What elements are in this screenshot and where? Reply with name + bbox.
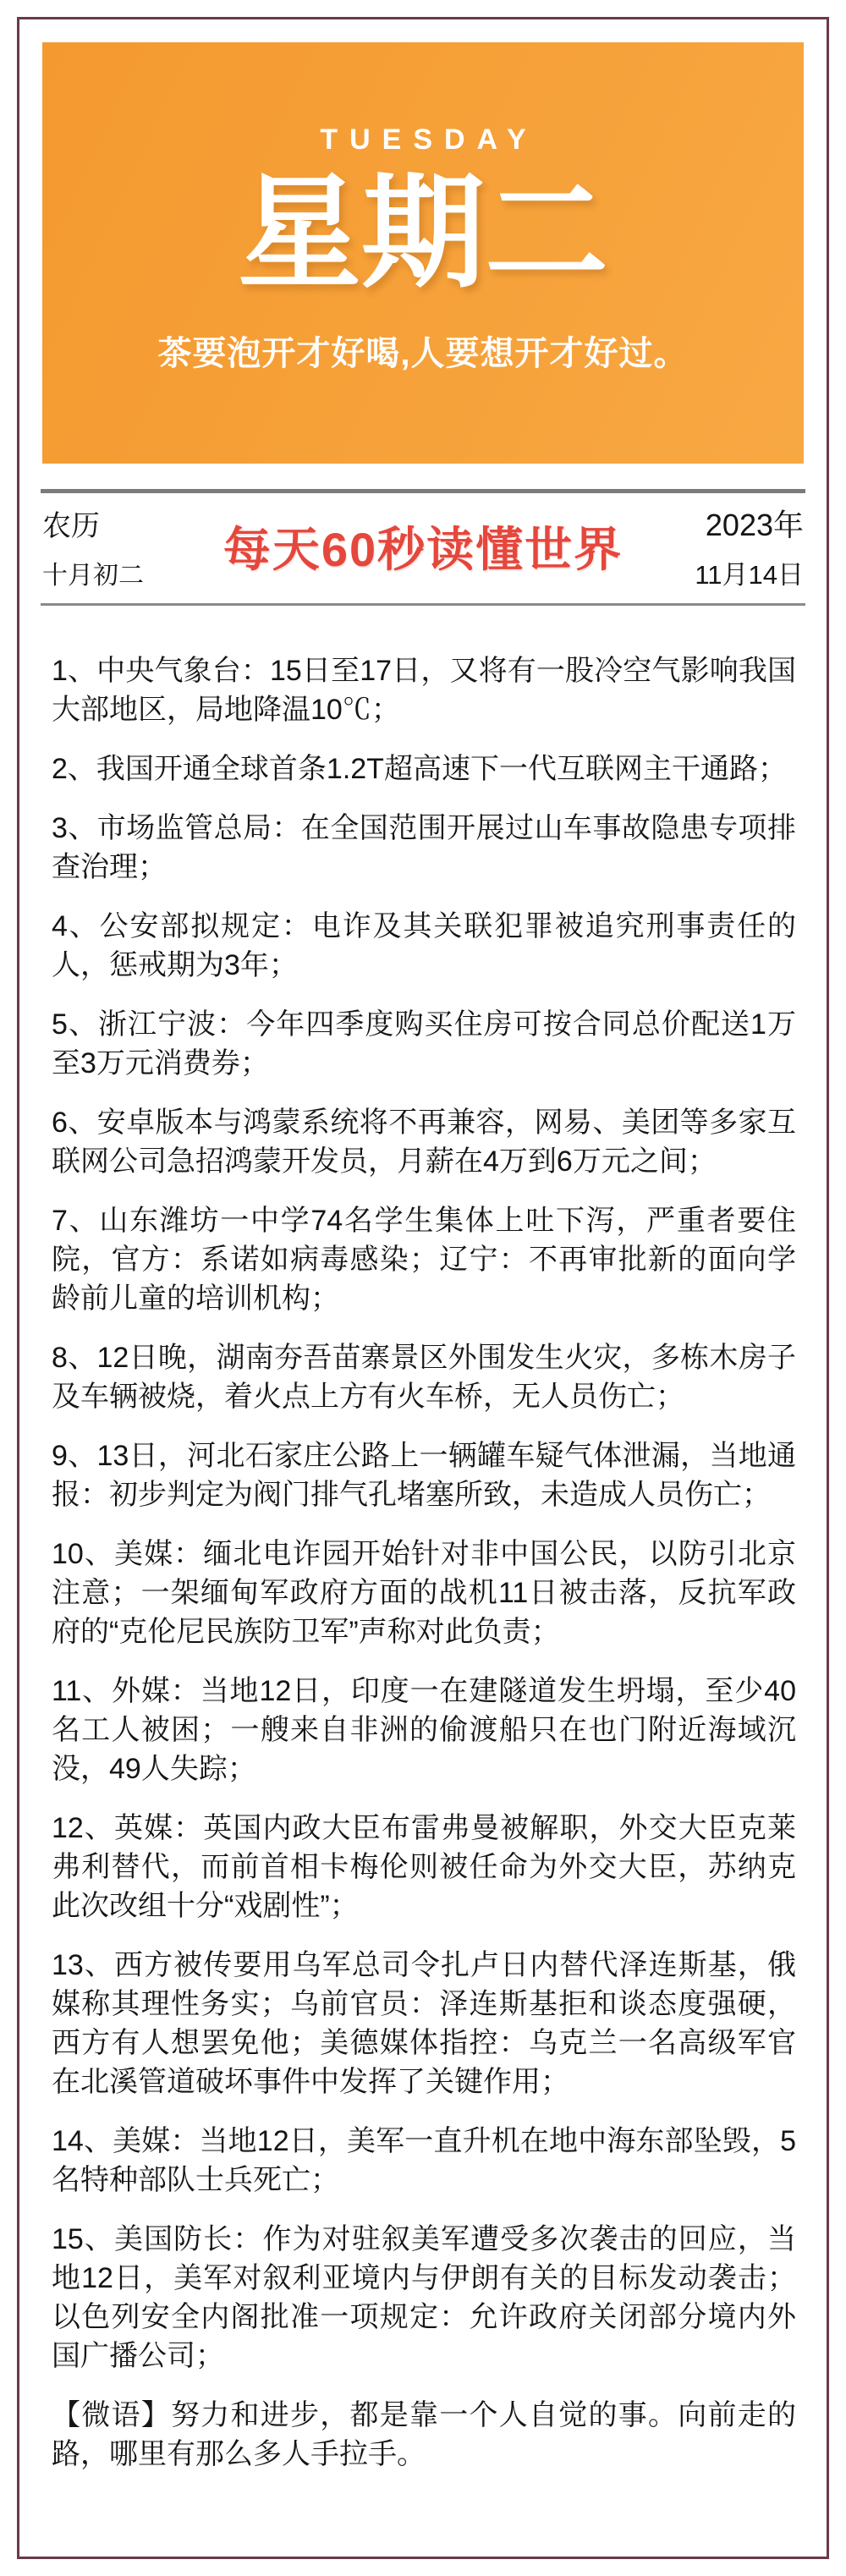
hero-card [42,42,804,464]
news-item-14: 14、美媒：当地12日，美军一直升机在地中海东部坠毁，5名特种部队士兵死亡； [52,2125,796,2196]
news-item-6: 6、安卓版本与鸿蒙系统将不再兼容，网易、美团等多家互联网公司急招鸿蒙开发员，月薪在4万到6万元之间； [52,1107,796,1178]
news-item-5: 5、浙江宁波：今年四季度购买住房可按合同总价配送1万至3万元消费券； [52,1008,796,1079]
lunar-block [42,503,223,591]
weiyu-quote: 【微语】努力和进步，都是靠一个人自觉的事。向前走的路，哪里有那么多人手拉手。 [52,2399,796,2470]
page-title: 每天60秒读懂世界 [222,523,624,576]
news-item-11: 11、外媒：当地12日，印度一在建隧道发生坍塌，至少40名工人被困；一艘来自非洲的偷渡船只在也门附近海域沉没，49人失踪； [52,1675,796,1785]
news-item-13: 13、西方被传要用乌军总司令扎卢日内替代泽连斯基，俄媒称其理性务实；乌前官员：泽连斯基拒和谈态度强硬，西方有人想罢免他；美德媒体指控：乌克兰一名高级军官在北溪管道破坏事件中发挥了关键作用； [52,1949,796,2098]
news-item-9: 9、13日，河北石家庄公路上一辆罐车疑气体泄漏，当地通报：初步判定为阀门排气孔堵塞所致，未造成人员伤亡； [52,1440,796,1511]
news-item-10: 10、美媒：缅北电诈园开始针对非中国公民，以防引北京注意；一架缅甸军政府方面的战机11日被击落，反抗军政府的“克伦尼民族防卫军”声称对此负责； [52,1538,796,1648]
date-year: 2023年 [705,508,804,542]
news-item-7: 7、山东潍坊一中学74名学生集体上吐下泻，严重者要住院，官方：系诺如病毒感染；辽宁：不再审批新的面向学龄前儿童的培训机构； [52,1205,796,1315]
news-item-8: 8、12日晚，湖南夯吾苗寨景区外围发生火灾，多栋木房子及车辆被烧，着火点上方有火车桥，无人员伤亡； [52,1342,796,1413]
date-band [41,489,805,606]
news-item-1: 1、中央气象台：15日至17日，又将有一股冷空气影响我国大部地区，局地降温10℃； [52,655,796,726]
lunar-date: 十月初二 [42,561,144,590]
news-item-3: 3、市场监管总局：在全国范围开展过山车事故隐患专项排查治理； [52,812,796,883]
lunar-label: 农历 [42,509,100,542]
daily-quote: 茶要泡开才好喝,人要想开才好过。 [157,334,689,372]
poster-frame [17,17,829,2559]
news-item-15: 15、美国防长：作为对驻叙美军遭受多次袭击的回应，当地12日，美军对叙利亚境内与伊朗有关的目标发动袭击；以色列安全内阁批准一项规定：允许政府关闭部分境内外国广播公司； [52,2223,796,2372]
news-item-4: 4、公安部拟规定：电诈及其关联犯罪被追究刑事责任的人，惩戒期为3年； [52,910,796,981]
gregorian-block [623,502,804,591]
weekday-chinese: 星期二 [238,164,608,302]
date-month-day: 11月14日 [695,560,804,590]
news-list [19,606,827,2474]
news-item-12: 12、英媒：英国内政大臣布雷弗曼被解职，外交大臣克莱弗利替代，而前首相卡梅伦则被任命为外交大臣，苏纳克此次改组十分“戏剧性”； [52,1812,796,1922]
weekday-english: TUESDAY [320,124,538,156]
news-item-2: 2、我国开通全球首条1.2T超高速下一代互联网主干通路； [52,753,787,785]
